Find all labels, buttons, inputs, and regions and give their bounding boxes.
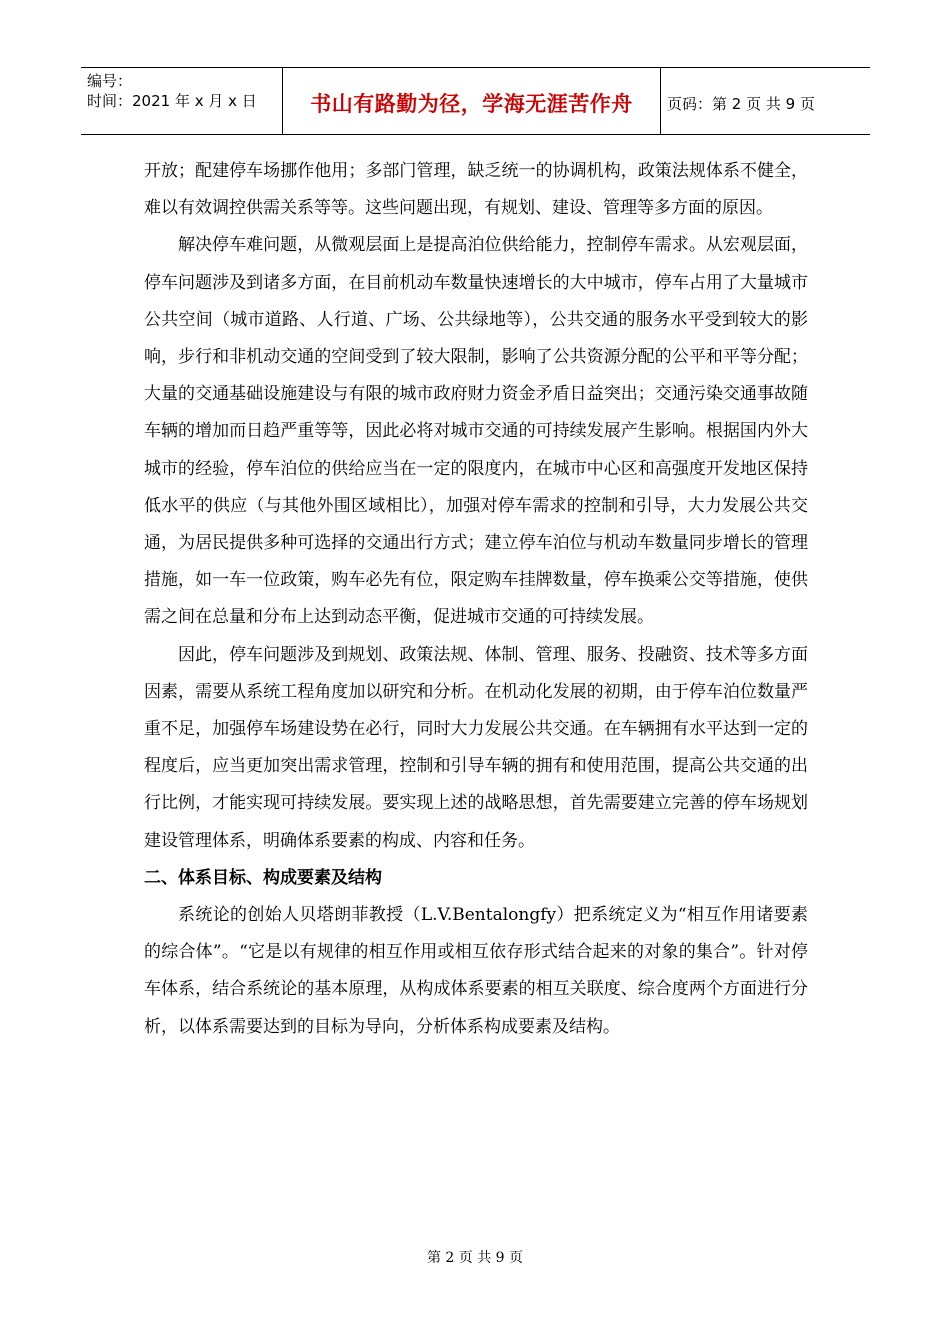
page-footer: 第 2 页 共 9 页 [426, 1250, 524, 1266]
header-page-info: 页码：第 2 页 共 9 页 [667, 94, 815, 113]
document-date: 时间：2021 年 x 月 x 日 [87, 92, 257, 110]
paragraph: 因此，停车问题涉及到规划、政策法规、体制、管理、服务、投融资、技术等多方面因素，需要从系统工程角度加以研究和分析。在机动化发展的初期，由于停车泊位数量严重不足，加强停车场建设势在必行，同时大力发展公共交通。在车辆拥有水平达到一定的程度后，应当更加突出需求管理，控制和引导车辆的拥有和使用范围，提高公共交通的出行比例，才能实现可持续发展。要实现上述的战略思想，首先需要建立完善的停车场规划建设管理体系，明确体系要素的构成、内容和任务。 [144, 644, 808, 851]
paragraph: 系统论的创始人贝塔朗菲教授（L.V.Bentalongfy）把系统定义为“相互作用诸要素的综合体”。“它是以有规律的相互作用或相互依存形式结合起来的对象的集合”。针对停车体系，结合系统论的基本原理，从构成体系要素的相互关联度、综合度两个方面进行分析，以体系需要达到的目标为导向，分析体系构成要素及结构。 [144, 905, 808, 1037]
paragraph: 解决停车难问题，从微观层面上是提高泊位供给能力，控制停车需求。从宏观层面，停车问题涉及到诸多方面，在目前机动车数量快速增长的大中城市，停车占用了大量城市公共空间（城市道路、人行道、广场、公共绿地等），公共交通的服务水平受到较大的影响，步行和非机动交通的空间受到了较大限制，影响了公共资源分配的公平和平等分配；大量的交通基础设施建设与有限的城市政府财力资金矛盾日益突出；交通污染交通事故随车辆的增加而日趋严重等等，因此必将对城市交通的可持续发展产生影响。根据国内外大城市的经验，停车泊位的供给应当在一定的限度内，在城市中心区和高强度开发地区保持低水平的供应（与其他外围区域相比），加强对停车需求的控制和引导，大力发展公共交通，为居民提供多种可选择的交通出行方式；建立停车泊位与机动车数量同步增长的管理措施，如一车一位政策，购车必先有位，限定购车挂牌数量，停车换乘公交等措施，使供需之间在总量和分布上达到动态平衡，促进城市交通的可持续发展。 [144, 235, 808, 628]
section-heading: 二、体系目标、构成要素及结构 [144, 867, 382, 888]
document-body [144, 153, 808, 1046]
header-meta-cell [81, 68, 283, 134]
header-motto: 书山有路勤为径，学海无涯苦作舟 [283, 68, 661, 134]
document-number-label: 编号： [87, 72, 133, 90]
paragraph-continuation: 开放；配建停车场挪作他用；多部门管理，缺乏统一的协调机构，政策法规体系不健全，难以有效调控供需关系等等。这些问题出现，有规划、建设、管理等多方面的原因。 [144, 161, 808, 219]
header-table [81, 67, 870, 135]
